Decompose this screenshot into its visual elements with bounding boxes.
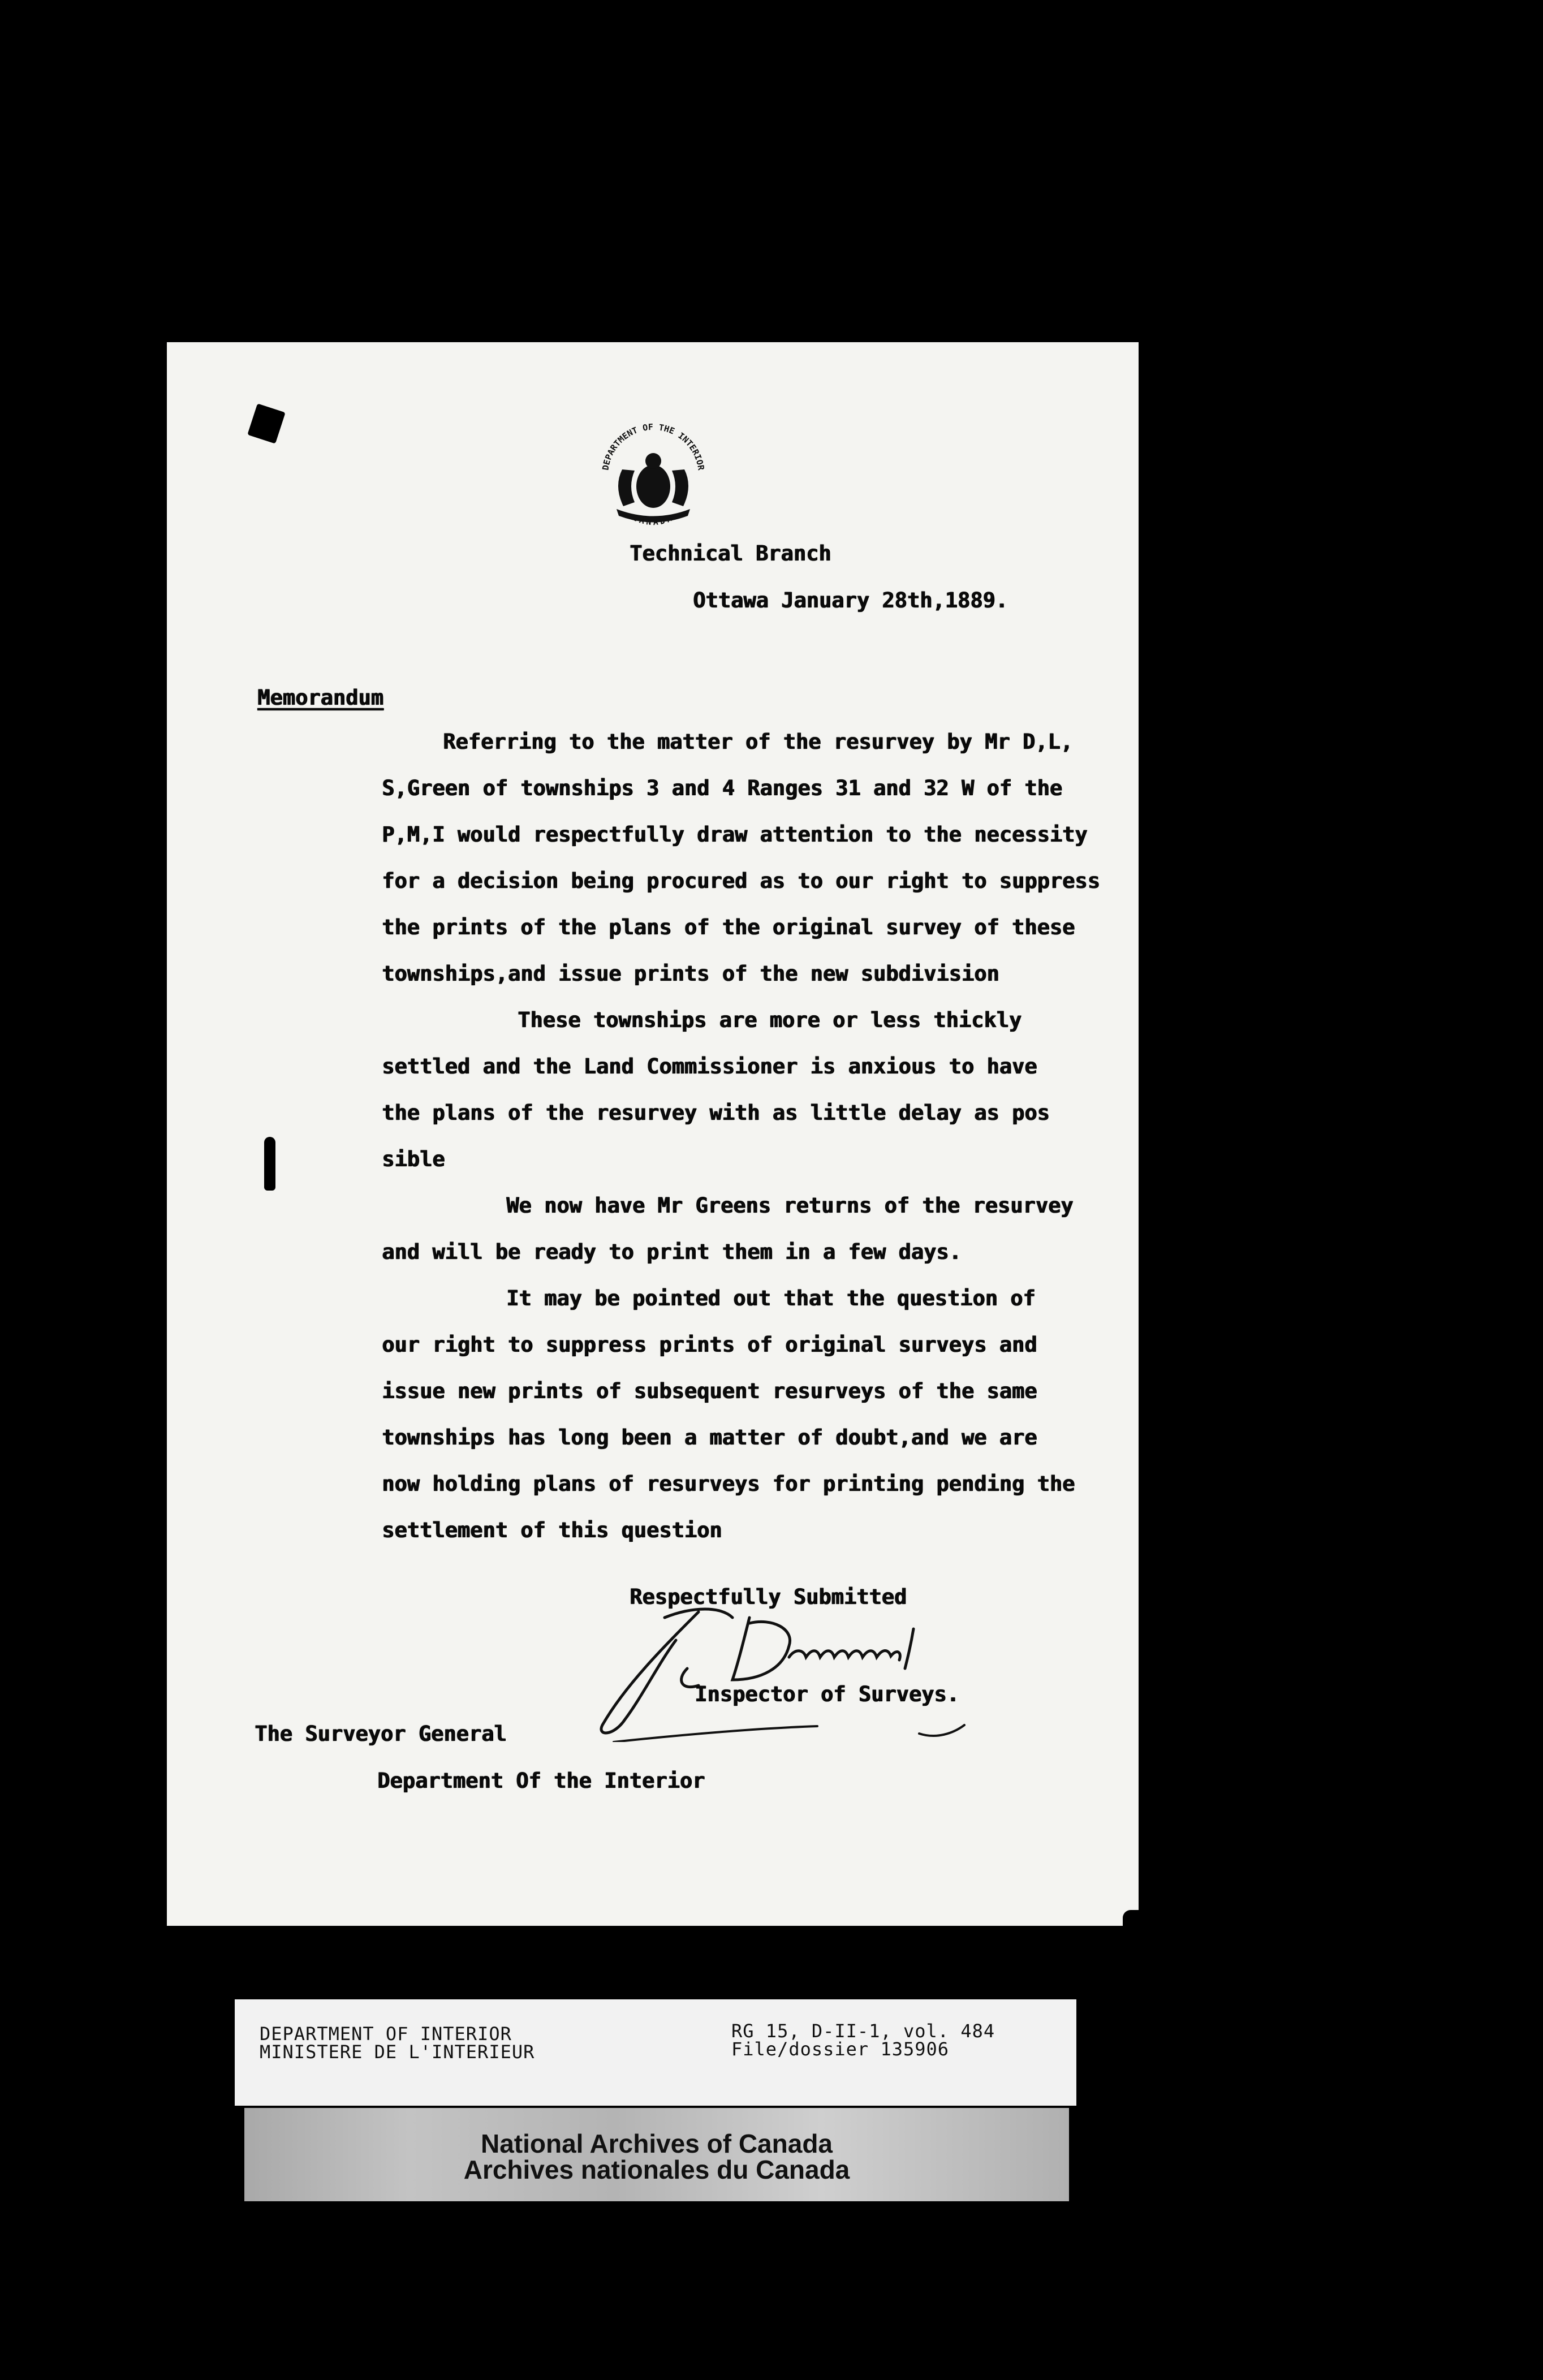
memo-line: S,Green of townships 3 and 4 Ranges 31 and 32 W of the: [382, 776, 1062, 800]
punch-mark-top: [247, 403, 285, 443]
handwritten-signature: [580, 1595, 987, 1742]
signatory-title: Inspector of Surveys.: [695, 1682, 959, 1706]
memo-line: sible: [382, 1147, 445, 1171]
archive-department-english: DEPARTMENT OF INTERIOR: [260, 2023, 512, 2045]
closing-line: Respectfully Submitted: [630, 1585, 907, 1609]
archive-reference-label: [235, 1999, 1076, 2106]
memo-line: These townships are more or less thickly: [518, 1008, 1022, 1032]
addressee-department: Department Of the Interior: [377, 1769, 705, 1793]
memo-line: It may be pointed out that the question of: [506, 1286, 1036, 1310]
punch-mark-left: [264, 1137, 275, 1191]
archive-file-number: File/dossier 135906: [731, 2038, 950, 2060]
page-corner-artefact: [1123, 1910, 1139, 1926]
memo-heading: Memorandum: [257, 685, 383, 710]
svg-text:DEPARTMENT OF THE INTERIOR: DEPARTMENT OF THE INTERIOR: [600, 421, 706, 471]
memo-line: and will be ready to print them in a few days.: [382, 1240, 962, 1264]
place-and-date: Ottawa January 28th,1889.: [693, 588, 1008, 613]
memo-line: P,M,I would respectfully draw attention to the necessity: [382, 822, 1088, 847]
memo-line: the plans of the resurvey with as little delay as pos: [382, 1101, 1050, 1125]
memo-line: Referring to the matter of the resurvey by Mr D,L,: [443, 730, 1073, 754]
archives-name-english: National Archives of Canada: [480, 2129, 833, 2158]
memo-line: our right to suppress prints of original surveys and: [382, 1333, 1037, 1357]
memo-line: the prints of the plans of the original survey of these: [382, 915, 1075, 939]
archive-record-group: RG 15, D-II-1, vol. 484: [731, 2020, 995, 2042]
memo-line: settled and the Land Commissioner is anxious to have: [382, 1054, 1037, 1079]
archives-name-french: Archives nationales du Canada: [463, 2155, 850, 2184]
memo-line: townships,and issue prints of the new subdivision: [382, 962, 999, 986]
memo-line: settlement of this question: [382, 1518, 722, 1542]
crest-icon: [588, 407, 718, 537]
memo-line: We now have Mr Greens returns of the resurvey: [506, 1193, 1074, 1218]
memo-line: now holding plans of resurveys for printing pending the: [382, 1472, 1075, 1496]
branch-name: Technical Branch: [630, 541, 831, 566]
svg-text:CANADA: CANADA: [631, 512, 676, 528]
memo-line: issue new prints of subsequent resurveys of the same: [382, 1379, 1037, 1403]
archive-department-french: MINISTERE DE L'INTERIEUR: [260, 2041, 535, 2063]
memo-line: townships has long been a matter of doubt,and we are: [382, 1425, 1037, 1450]
document-page: [167, 342, 1139, 1926]
national-archives-banner: [244, 2108, 1069, 2201]
addressee-title: The Surveyor General: [255, 1722, 507, 1746]
coat-of-arms-seal: [588, 407, 718, 537]
memo-line: for a decision being procured as to our right to suppress: [382, 869, 1100, 893]
